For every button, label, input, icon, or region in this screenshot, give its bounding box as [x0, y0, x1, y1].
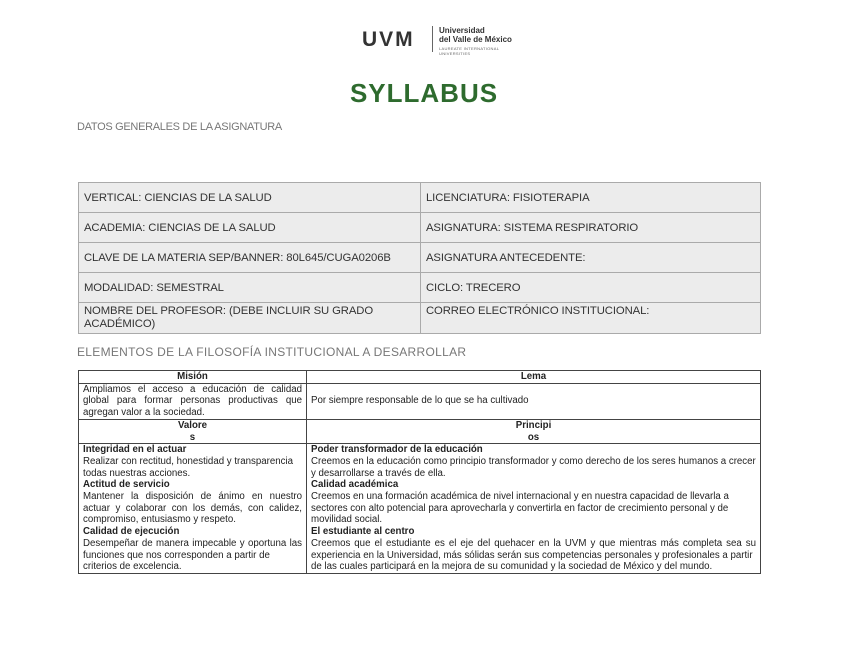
section-heading-general: DATOS GENERALES DE LA ASIGNATURA	[77, 121, 282, 133]
principio-text: Creemos en la educación como principio transformador y como derecho de los seres humanos a crecer y desarrollarse a través de ella.	[311, 455, 756, 479]
valor-text: criterios de excelencia.	[83, 561, 182, 573]
modalidad-cell: MODALIDAD: SEMESTRAL	[79, 273, 421, 303]
table-row	[79, 444, 761, 574]
valores-header-part-b: s	[189, 431, 196, 443]
lema-text: Por siempre responsable de lo que se ha cultivado	[307, 383, 761, 419]
table-row	[79, 383, 761, 419]
principios-header	[307, 419, 761, 443]
mision-text: Ampliamos el acceso a educación de calidad global para formar personas productivas que agregan valor a la sociedad.	[79, 383, 307, 419]
principio-title: El estudiante al centro	[311, 526, 415, 538]
principios-header-part-a: Principi	[515, 419, 552, 431]
table-row	[79, 213, 761, 243]
valor-title: Calidad de ejecución	[83, 526, 180, 538]
principio-text: Creemos que el estudiante es el eje del quehacer en la UVM y que mientras más completa sea su experiencia en la Universidad, más sólidas serán sus competencias personales y profesionales a partir	[311, 537, 756, 561]
valores-header	[79, 419, 307, 443]
clave-cell: CLAVE DE LA MATERIA SEP/BANNER: 80L645/CUGA0206B	[79, 243, 421, 273]
valor-text: Realizar con rectitud, honestidad y transparencia todas nuestras acciones.	[83, 455, 294, 479]
principio-text: Creemos en una formación académica de nivel internacional y en nuestra capacidad de llevarla a sectores con alto potencial para aprovecharla y convertirla en factor de crecimiento personal y de movilidad social.	[311, 491, 729, 526]
principio-text: de las cuales participará en la mejora de su comunidad y la sociedad de México y del mundo.	[311, 561, 713, 573]
principios-header-part-b: os	[527, 431, 540, 443]
vertical-cell: VERTICAL: CIENCIAS DE LA SALUD	[79, 183, 421, 213]
logo-mark: UVM	[362, 28, 415, 51]
philosophy-table	[78, 370, 761, 574]
uvm-logo	[360, 22, 530, 56]
general-info-table	[78, 182, 761, 334]
valores-list	[79, 444, 307, 574]
table-row	[79, 371, 761, 384]
antecedente-cell: ASIGNATURA ANTECEDENTE:	[421, 243, 761, 273]
logo-line-1: Universidad	[439, 26, 485, 35]
valor-text: Mantener la disposición de ánimo en nuestro actuar y colaborar con los demás, con calidez, compromiso, entusiasmo y respeto.	[83, 491, 302, 526]
page-title: SYLLABUS	[349, 78, 499, 108]
principio-title: Calidad académica	[311, 479, 399, 491]
lema-header: Lema	[307, 371, 761, 384]
table-row	[79, 303, 761, 334]
ciclo-cell: CICLO: TRECERO	[421, 273, 761, 303]
logo-line-3: LAUREATE INTERNATIONAL UNIVERSITIES	[439, 46, 500, 56]
table-row	[79, 273, 761, 303]
valor-title: Actitud de servicio	[83, 479, 170, 491]
mision-header: Misión	[79, 371, 307, 384]
profesor-cell: NOMBRE DEL PROFESOR: (DEBE INCLUIR SU GRADO ACADÉMICO)	[79, 303, 421, 334]
correo-cell: CORREO ELECTRÓNICO INSTITUCIONAL:	[421, 303, 761, 334]
principio-title: Poder transformador de la educación	[311, 444, 483, 456]
table-row	[79, 183, 761, 213]
valor-title: Integridad en el actuar	[83, 444, 187, 456]
valores-header-part-a: Valore	[177, 419, 208, 431]
principios-list	[307, 444, 761, 574]
asignatura-cell: ASIGNATURA: SISTEMA RESPIRATORIO	[421, 213, 761, 243]
valor-text: Desempeñar de manera impecable y oportuna las funciones que nos corresponden a partir de	[83, 537, 302, 561]
table-row	[79, 419, 761, 443]
logo-divider	[432, 26, 433, 52]
licenciatura-cell: LICENCIATURA: FISIOTERAPIA	[421, 183, 761, 213]
logo-line-2: del Valle de México	[439, 35, 512, 44]
academia-cell: ACADEMIA: CIENCIAS DE LA SALUD	[79, 213, 421, 243]
section-heading-philosophy: ELEMENTOS DE LA FILOSOFÍA INSTITUCIONAL A DESARROLLAR	[77, 345, 467, 359]
table-row	[79, 243, 761, 273]
